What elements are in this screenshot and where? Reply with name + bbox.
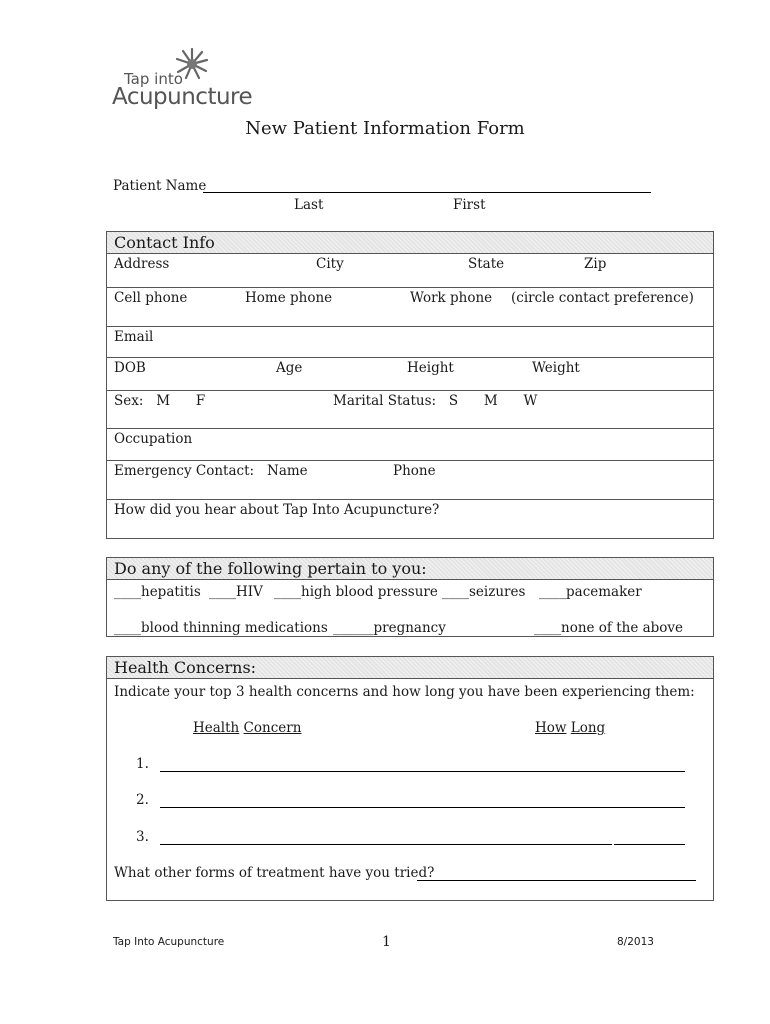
health-concern-column-header: Health Concern: [193, 720, 302, 736]
email-label: Email: [114, 329, 154, 345]
height-label: Height: [407, 360, 454, 376]
contact-info-section: [106, 231, 714, 539]
logo-text-tap-into: Tap into: [124, 70, 183, 88]
cell-phone-label: Cell phone: [114, 290, 188, 306]
concern-number-1: 1.: [136, 756, 149, 772]
page-number: 1: [382, 934, 391, 950]
contact-preference-note: (circle contact preference): [511, 290, 694, 306]
footer-practice-name: Tap Into Acupuncture: [113, 936, 225, 948]
zip-label: Zip: [584, 256, 607, 272]
pregnancy-checkbox[interactable]: ______pregnancy: [333, 620, 446, 636]
concern-line-3[interactable]: [160, 844, 612, 845]
sex-marital-row[interactable]: [107, 391, 713, 429]
footer-date: 8/2013: [617, 936, 654, 948]
health-concerns-section: [106, 656, 714, 901]
dob-row[interactable]: [107, 358, 713, 391]
dob-label: DOB: [114, 360, 146, 376]
city-label: City: [316, 256, 344, 272]
conditions-heading: Do any of the following pertain to you:: [114, 559, 427, 578]
age-label: Age: [276, 360, 303, 376]
sex-label: Sex: M F: [114, 393, 206, 409]
other-treatments-question: What other forms of treatment have you tried?: [114, 865, 435, 881]
pacemaker-checkbox[interactable]: ____pacemaker: [539, 584, 642, 600]
first-name-caption: First: [453, 197, 486, 213]
concern-line-2[interactable]: [160, 807, 685, 808]
tap-into-acupuncture-logo: [110, 44, 253, 116]
hiv-checkbox[interactable]: ____HIV: [209, 584, 263, 600]
occupation-row[interactable]: [107, 429, 713, 461]
phone-row[interactable]: [107, 288, 713, 327]
concern-number-2: 2.: [136, 792, 149, 808]
none-of-above-checkbox[interactable]: ____none of the above: [534, 620, 684, 636]
address-label: Address: [114, 256, 170, 272]
health-concerns-instruction: Indicate your top 3 health concerns and how long you have been experiencing them:: [114, 684, 695, 700]
conditions-section: [106, 557, 714, 637]
address-row[interactable]: [107, 254, 713, 288]
health-concerns-header: [107, 657, 713, 679]
last-name-caption: Last: [294, 197, 324, 213]
email-row[interactable]: [107, 327, 713, 358]
occupation-label: Occupation: [114, 431, 193, 447]
duration-line-3[interactable]: [614, 844, 685, 845]
marital-status-label: Marital Status: S M W: [333, 393, 538, 409]
emergency-name-label: Name: [267, 463, 308, 479]
patient-name-field[interactable]: [203, 192, 651, 193]
work-phone-label: Work phone: [410, 290, 493, 306]
conditions-header: [107, 558, 713, 580]
emergency-contact-row[interactable]: [107, 461, 713, 500]
blood-thinning-checkbox[interactable]: ____blood thinning medications: [114, 620, 328, 636]
contact-info-heading: Contact Info: [114, 233, 215, 252]
contact-info-header: [107, 232, 713, 254]
hepatitis-checkbox[interactable]: ____hepatitis: [114, 584, 201, 600]
seizures-checkbox[interactable]: ____seizures: [442, 584, 526, 600]
patient-name-label: Patient Name: [113, 178, 207, 194]
referral-row[interactable]: [107, 500, 713, 538]
weight-label: Weight: [532, 360, 580, 376]
home-phone-label: Home phone: [245, 290, 333, 306]
referral-question: How did you hear about Tap Into Acupuncture?: [114, 502, 440, 518]
high-blood-pressure-checkbox[interactable]: ____high blood pressure: [274, 584, 438, 600]
concern-number-3: 3.: [136, 829, 149, 845]
logo-text-acupuncture: Acupuncture: [112, 84, 253, 110]
emergency-phone-label: Phone: [393, 463, 436, 479]
how-long-column-header: How Long: [535, 720, 606, 736]
other-treatments-field[interactable]: [417, 880, 696, 881]
state-label: State: [468, 256, 505, 272]
concern-line-1[interactable]: [160, 771, 685, 772]
page-title: New Patient Information Form: [245, 118, 525, 139]
emergency-contact-label: Emergency Contact:: [114, 463, 255, 479]
health-concerns-heading: Health Concerns:: [114, 658, 257, 677]
